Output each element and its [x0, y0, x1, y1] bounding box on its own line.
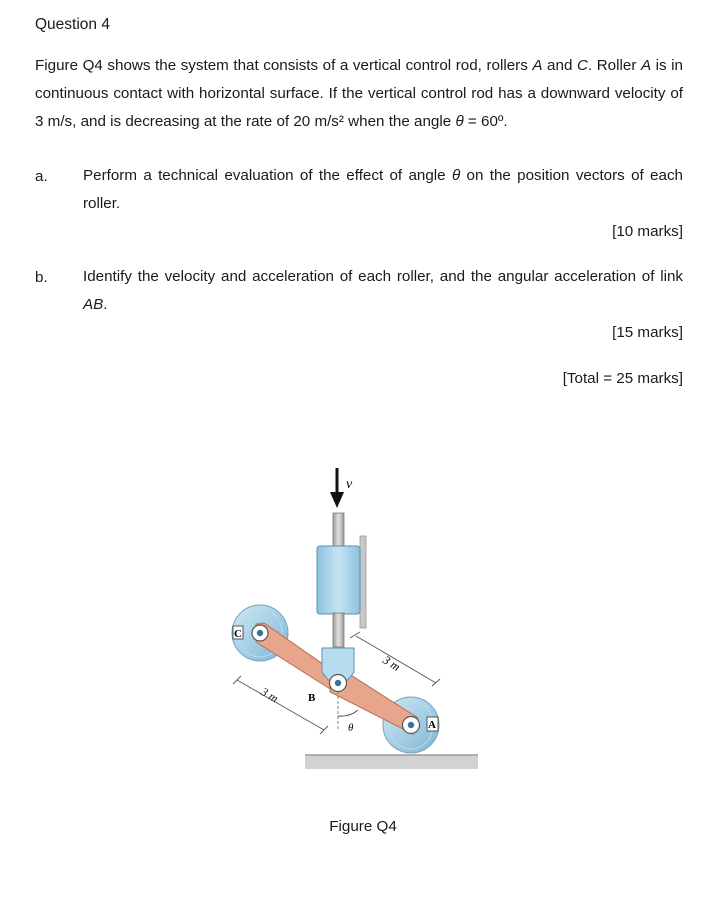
text-segment: Perform a technical evaluation of the effect of angle: [83, 167, 452, 184]
text-segment: θ: [455, 113, 464, 130]
text-segment: C: [576, 57, 588, 74]
pin-b: [330, 675, 347, 692]
text-segment: on the position vectors of each roller.: [83, 167, 683, 212]
question-intro: [35, 52, 683, 136]
text-segment: θ: [451, 167, 461, 184]
figure-caption: Figure Q4: [329, 818, 397, 835]
part-a-text: [83, 162, 683, 218]
velocity-label: v: [346, 477, 353, 492]
ground-surface: [305, 755, 478, 769]
text-segment: = 60º.: [463, 113, 508, 130]
pin-a: [403, 717, 420, 734]
roller-c-label: C: [234, 628, 242, 640]
angle-label: θ: [348, 722, 354, 734]
text-segment: A: [532, 57, 543, 74]
length-lower-label: 3 m: [258, 684, 281, 706]
roller-a-label: A: [428, 719, 436, 731]
text-segment: is in continuous contact with horizontal surface. If the vertical control rod has a downward velocity of 3 m/s, and is decreasing at the rate of 20 m/s² when the angle: [35, 57, 684, 130]
joint-b-label: B: [308, 692, 316, 704]
figure-q4: [200, 458, 500, 788]
part-a-marks: [10 marks]: [612, 223, 683, 240]
total-marks: [Total = 25 marks]: [562, 370, 683, 387]
pin-c: [252, 625, 268, 641]
velocity-arrow: [330, 468, 344, 508]
text-segment: . Roller: [587, 57, 641, 74]
control-rod-bottom: [333, 613, 344, 647]
text-segment: Figure Q4 shows the system that consists of a vertical control rod, rollers: [35, 57, 533, 74]
text-segment: Identify the velocity and acceleration of each roller, and the angular acceleration of link: [83, 268, 683, 285]
guide-wall: [360, 536, 366, 628]
question-heading: Question 4: [35, 16, 110, 33]
text-segment: and: [542, 57, 577, 74]
control-rod-top: [333, 513, 344, 547]
angle-arc: [338, 710, 358, 716]
guide-block: [317, 546, 360, 614]
part-a-label: a.: [35, 168, 48, 185]
part-b-marks: [15 marks]: [612, 324, 683, 341]
part-b-label: b.: [35, 269, 48, 286]
text-segment: .: [103, 296, 108, 313]
text-segment: A: [640, 57, 652, 74]
text-segment: AB: [83, 296, 104, 313]
length-upper-label: 3 m: [380, 652, 403, 674]
dimension-lower: [233, 676, 328, 734]
part-b-text: [83, 263, 683, 319]
